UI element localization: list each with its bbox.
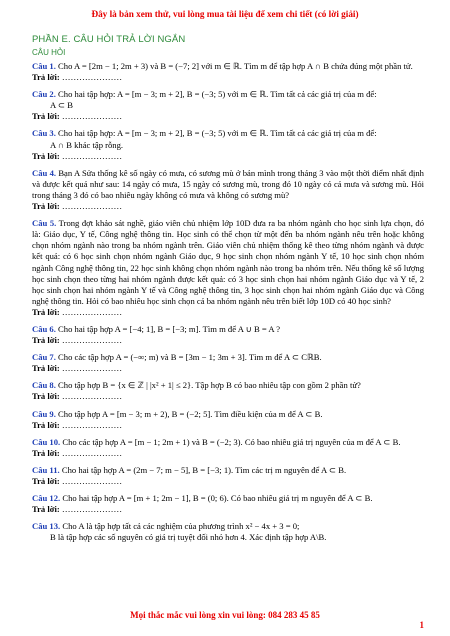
answer-label: Trả lời: <box>32 504 60 515</box>
question-subline <box>32 100 424 111</box>
question-label: Câu 9. <box>32 408 56 419</box>
page-number: 1 <box>419 620 424 630</box>
question-item <box>32 89 424 122</box>
question-content: Cho các tập hợp A = [m − 1; 2m + 1) và B = (−2; 3). Có bao nhiêu giá trị nguyên của m để A ⊂ B. <box>62 436 401 447</box>
question-content: Trong đợt khảo sát nghề, giáo viên chủ nhiệm lớp 10D đưa ra ba nhóm ngành cho học sinh lựa chọn, đó là: Giáo dục, Y tế, Công nghệ thông tin. Học sinh có thể chọn từ một đến ba nhóm ngành nêu trên hoặc không chọn nhóm ngành nào trong ba nhóm ngành trên. Giáo viên chủ nhiệm thống kê theo từng nhóm ngành và được kết quả: có 6 học sinh chọn nhóm ngành Giáo dục, 9 học sinh chọn nhóm ngành Y tế, 10 học sinh chọn nhóm ngành Công nghệ thông tin, 22 học sinh không chọn nhóm ngành nào trong ba nhóm trên. Nếu thống kê số lượng học sinh chọn theo từng hai nhóm ngành được kết quả: có 3 học sinh chọn hai nhóm ngành Giáo dục và Y tế, 2 học sinh chọn hai nhóm ngành Y tế và Công nghệ thông tin, 3 học sinh chọn hai nhóm ngành Giáo dục và Công nghệ thông tin. Hỏi có bao nhiêu học sinh chọn cả ba nhóm ngành nêu trên biết lớp 10D có 40 học sinh? <box>32 218 424 306</box>
answer-line <box>32 448 424 459</box>
answer-line <box>32 363 424 374</box>
question-content: Cho A là tập hợp tất cả các nghiệm của phương trình x² − 4x + 3 = 0; <box>62 521 300 532</box>
question-content: Cho hai tập hợp A = [m + 1; 2m − 1], B = (0; 6). Có bao nhiêu giá trị m nguyên để A ⊂ B. <box>62 493 373 504</box>
answer-blank: ………………… <box>59 72 123 83</box>
answer-label: Trả lời: <box>32 72 60 83</box>
question-text <box>32 352 424 363</box>
question-text <box>32 437 424 448</box>
document-body <box>32 34 424 543</box>
question-content: A ∩ B khác tập rỗng. <box>50 139 124 150</box>
question-text <box>32 168 424 201</box>
answer-blank: ………………… <box>59 504 123 515</box>
answer-blank: ………………… <box>59 447 123 458</box>
question-text <box>32 465 424 476</box>
question-item <box>32 168 424 212</box>
answer-line <box>32 201 424 212</box>
answer-line <box>32 111 424 122</box>
question-content: Cho tập hợp A = [m − 3; m + 2), B = (−2; 5]. Tìm điều kiện của m để A ⊂ B. <box>58 408 323 419</box>
answer-line <box>32 307 424 318</box>
question-text <box>32 89 424 100</box>
question-text <box>32 409 424 420</box>
question-label: Câu 12. <box>32 493 61 504</box>
answer-line <box>32 420 424 431</box>
answer-label: Trả lời: <box>32 447 60 458</box>
question-item <box>32 218 424 318</box>
answer-blank: ………………… <box>59 201 123 212</box>
question-text <box>32 61 424 72</box>
question-text <box>32 324 424 335</box>
question-content: B là tập hợp các số nguyên có giá trị tuyệt đối nhỏ hơn 4. Xác định tập hợp A\B. <box>50 532 327 543</box>
question-item <box>32 437 424 459</box>
question-content: Cho các tập hợp A = (−∞; m) và B = [3m − 1; 3m + 3]. Tìm m để A ⊂ CℝB. <box>58 352 322 363</box>
subsection-title: CÂU HỎI <box>32 48 66 57</box>
question-item <box>32 493 424 515</box>
question-content: Cho hai tập hợp A = (2m − 7; m − 5], B = [−3; 1). Tìm các trị m nguyên để A ⊂ B. <box>61 464 347 475</box>
answer-line <box>32 335 424 346</box>
question-item <box>32 128 424 161</box>
answer-blank: ………………… <box>59 335 123 346</box>
answer-label: Trả lời: <box>32 201 60 212</box>
answer-line <box>32 72 424 83</box>
answer-label: Trả lời: <box>32 476 60 486</box>
question-text <box>32 493 424 504</box>
answer-blank: ………………… <box>59 363 123 374</box>
question-text <box>32 521 424 532</box>
question-item <box>32 61 424 83</box>
question-text <box>32 128 424 139</box>
question-label: Câu 8. <box>32 380 56 391</box>
answer-line <box>32 391 424 402</box>
answer-label: Trả lời: <box>32 150 60 161</box>
question-content: Bạn A Sửa thống kê số ngày có mưa, có sương mù ở bản mình trong tháng 3 vào một thời điểm nhất định và được kết quả như sau: 14 ngày có mưa, 15 ngày có sương mù, trong đó 10 ngày có cả mưa và sương mù. Hỏi trong tháng 3 đó có bao nhiêu ngày không có mưa và không có sương mù? <box>32 167 424 200</box>
question-content: Cho hai tập hợp A = [−4; 1], B = [−3; m]. Tìm m để A ∪ B = A ? <box>58 323 281 334</box>
answer-blank: ………………… <box>59 391 123 402</box>
question-content: Cho A = [2m − 1; 2m + 3) và B = (−7; 2] với m ∈ ℝ. Tìm m để tập hợp A ∩ B chứa đúng một phần tử. <box>58 61 413 71</box>
question-label: Câu 11. <box>32 464 60 475</box>
preview-banner: Đây là bản xem thử, vui lòng mua tài liệu để xem chi tiết (có lời giải) <box>91 9 359 19</box>
question-label: Câu 10. <box>32 436 61 447</box>
question-label: Câu 3. <box>32 128 56 139</box>
question-list <box>32 61 424 543</box>
question-label: Câu 2. <box>32 89 56 100</box>
question-content: Cho hai tập hợp: A = [m − 3; m + 2], B = (−3; 5) với m ∈ ℝ. Tìm tất cả các giá trị của m để: <box>58 89 377 100</box>
question-item <box>32 352 424 374</box>
answer-label: Trả lời: <box>32 111 60 122</box>
question-label: Câu 13. <box>32 521 61 532</box>
section-title: PHẦN E. CÂU HỎI TRẢ LỜI NGẮN <box>32 34 186 45</box>
question-label: Câu 7. <box>32 352 56 363</box>
answer-blank: ………………… <box>59 111 123 122</box>
footer-contact: Mọi thắc mắc vui lòng xin vui lòng: 084 283 45 85 <box>130 610 320 620</box>
answer-line <box>32 151 424 162</box>
question-item <box>32 324 424 346</box>
question-label: Câu 4. <box>32 167 57 178</box>
question-subline <box>32 532 424 543</box>
answer-blank: ………………… <box>59 150 123 161</box>
answer-label: Trả lời: <box>32 419 60 430</box>
answer-line <box>32 504 424 515</box>
answer-blank: ………………… <box>59 476 123 486</box>
question-item <box>32 465 424 487</box>
question-text <box>32 218 424 307</box>
answer-label: Trả lời: <box>32 306 60 317</box>
question-subline <box>32 140 424 151</box>
question-item <box>32 380 424 402</box>
answer-blank: ………………… <box>59 419 123 430</box>
question-content: Cho tập hợp B = {x ∈ ℤ | |x² + 1| ≤ 2}. Tập hợp B có bao nhiêu tập con gồm 2 phần tử? <box>58 380 361 391</box>
answer-label: Trả lời: <box>32 335 60 346</box>
question-label: Câu 6. <box>32 323 56 334</box>
question-item <box>32 521 424 543</box>
question-label: Câu 5. <box>32 218 57 229</box>
question-label: Câu 1. <box>32 61 56 71</box>
answer-line <box>32 476 424 487</box>
answer-label: Trả lời: <box>32 391 60 402</box>
question-text <box>32 380 424 391</box>
answer-blank: ………………… <box>59 306 123 317</box>
question-item <box>32 409 424 431</box>
answer-label: Trả lời: <box>32 363 60 374</box>
question-content: Cho hai tập hợp: A = [m − 3; m + 2], B = (−3; 5) với m ∈ ℝ. Tìm tất cả các giá trị của m để: <box>58 128 377 139</box>
question-content: A ⊂ B <box>50 100 73 111</box>
